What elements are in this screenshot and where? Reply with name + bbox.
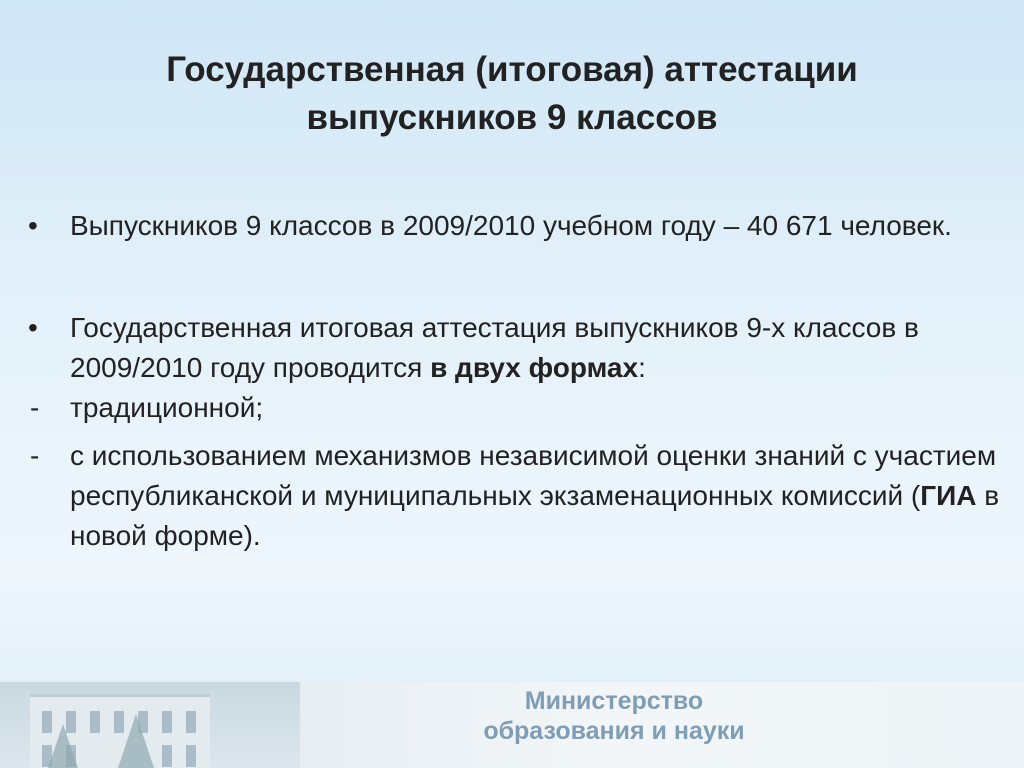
dash-item-gia: [28, 436, 1008, 556]
building-image: [0, 682, 300, 768]
slide-title: [0, 46, 1024, 142]
ministry-logo-text: [464, 686, 764, 746]
dash-marker: -: [30, 440, 40, 471]
ministry-line-2: образования и науки: [483, 717, 745, 745]
dash-marker: -: [30, 392, 40, 423]
bullet-marker: •: [28, 210, 38, 241]
dash-text: традиционной;: [70, 392, 264, 423]
bullet-item-attestation-forms: [28, 308, 1008, 388]
bullet-text: Государственная итоговая аттестация выпускников 9-х классов в 2009/2010 году проводится: [70, 312, 919, 383]
bullet-marker: •: [28, 312, 38, 343]
title-line-1: Государственная (итоговая) аттестации: [166, 50, 858, 89]
dash-text-bold: ГИА: [920, 480, 977, 511]
bullet-text: Выпускников 9 классов в 2009/2010 учебном году – 40 671 человек.: [70, 210, 952, 241]
bullet-list: [28, 206, 1008, 556]
dash-text: с использованием механизмов независимой оценки знаний с участием республиканской и муниципальных экзаменационных комиссий (: [70, 440, 997, 511]
dash-item-traditional: [28, 388, 1008, 428]
dash-text-tail: в новой форме).: [70, 480, 1000, 551]
bullet-text-bold: в двух формах: [430, 352, 639, 383]
bullet-text-tail: :: [638, 352, 646, 383]
ministry-line-1: Министерство: [524, 687, 704, 715]
title-line-2: выпускников 9 классов: [306, 98, 718, 137]
bullet-item-graduates-count: [28, 206, 1008, 246]
